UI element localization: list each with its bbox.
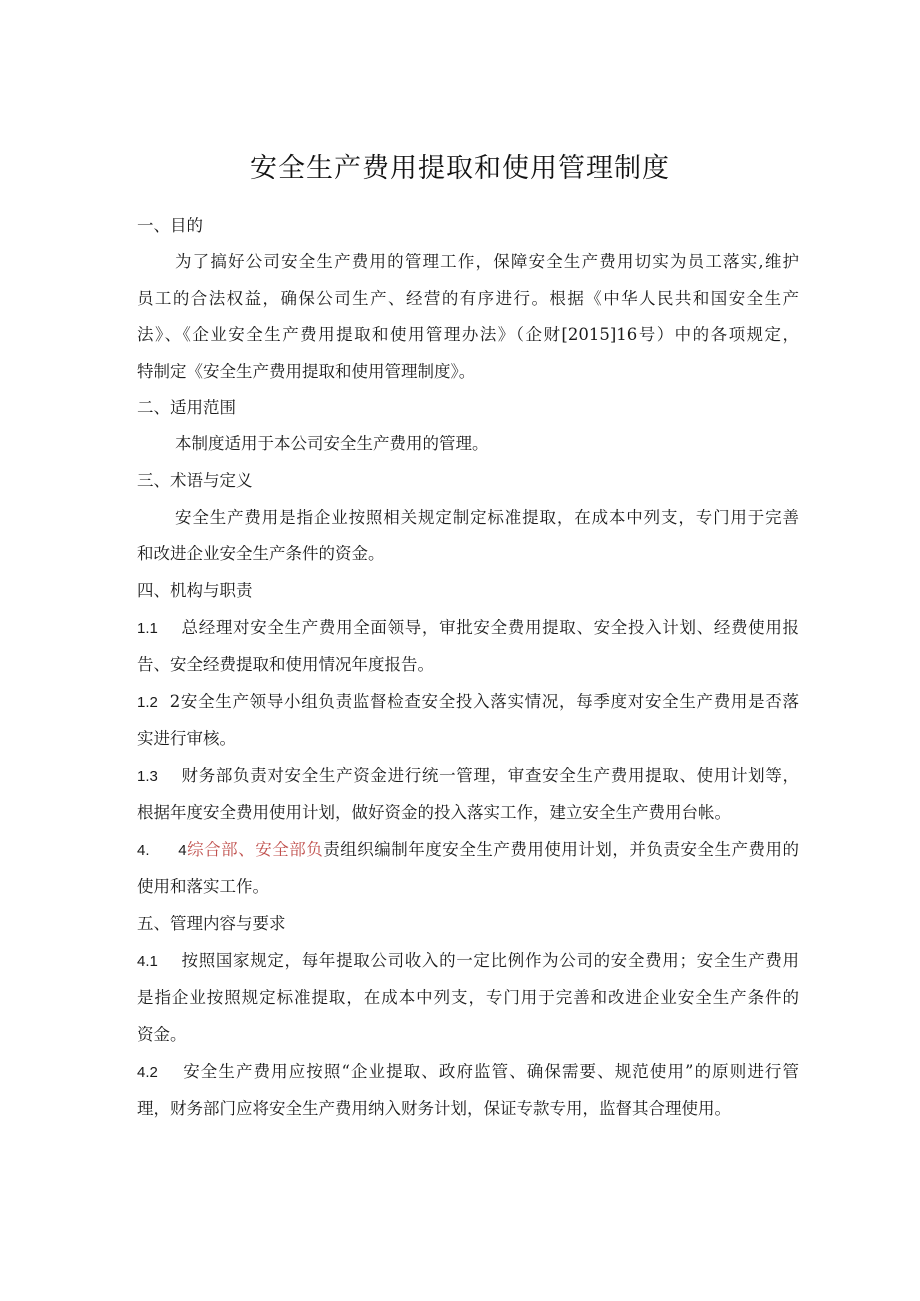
list-item-line <box>137 765 799 788</box>
highlighted-text: 综合部、安全部负 <box>186 840 324 859</box>
list-item-line <box>137 839 799 862</box>
section-heading-requirements: 五、管理内容与要求 <box>137 914 286 933</box>
item-number: 4. <box>137 842 150 859</box>
paragraph-line: 和改进企业安全生产条件的资金。 <box>137 544 385 563</box>
list-item-line: 使用和落实工作。 <box>137 877 269 896</box>
list-item-line: 是指企业按照规定标准提取，在成本中列支，专门用于完善和改进企业安全生产条件的 <box>137 988 799 1007</box>
paragraph-line: 法》、《企业安全生产费用提取和使用管理办法》（企财[2015]16号）中的各项规定， <box>137 325 799 344</box>
document-title: 安全生产费用提取和使用管理制度 <box>250 153 670 184</box>
list-item-line: 资金。 <box>137 1025 187 1044</box>
item-prefix: 4 <box>178 842 187 859</box>
paragraph-line: 本制度适用于本公司安全生产费用的管理。 <box>175 434 489 453</box>
item-number: 1.1 <box>137 620 158 637</box>
item-text: 责组织编制年度安全生产费用使用计划，并负责安全生产费用的 <box>323 840 800 859</box>
list-item-line: 实进行审核。 <box>137 729 236 748</box>
item-number: 4.1 <box>137 953 158 970</box>
paragraph-line: 特制定《安全生产费用提取和使用管理制度》。 <box>137 362 476 381</box>
list-item-line: 根据年度安全费用使用计划，做好资金的投入落实工作，建立安全生产费用台帐。 <box>137 803 731 822</box>
list-item-line <box>137 950 799 973</box>
item-text: 财务部负责对安全生产资金进行统一管理，审查安全生产费用提取、使用计划等， <box>181 766 800 785</box>
paragraph-line: 员工的合法权益，确保公司生产、经营的有序进行。根据《中华人民共和国安全生产 <box>137 289 799 308</box>
section-heading-purpose: 一、目的 <box>137 216 203 235</box>
list-item-line: 告、安全经费提取和使用情况年度报告。 <box>137 655 434 674</box>
item-text: 按照国家规定，每年提取公司收入的一定比例作为公司的安全费用；安全生产费用 <box>181 951 800 970</box>
item-number: 4.2 <box>137 1064 158 1081</box>
list-item-line <box>137 617 799 640</box>
list-item-line <box>137 1061 799 1084</box>
paragraph-line: 安全生产费用是指企业按照相关规定制定标准提取，在成本中列支，专门用于完善 <box>175 508 799 527</box>
item-number: 1.3 <box>137 768 158 785</box>
item-text: 总经理对安全生产费用全面领导，审批安全费用提取、安全投入计划、经费使用报 <box>181 618 800 637</box>
section-heading-scope: 二、适用范围 <box>137 398 236 417</box>
paragraph-line: 为了搞好公司安全生产费用的管理工作，保障安全生产费用切实为员工落实,维护 <box>175 252 799 271</box>
section-heading-roles: 四、机构与职责 <box>137 581 253 600</box>
item-text: 安全生产费用应按照“企业提取、政府监管、确保需要、规范使用”的原则进行管 <box>183 1062 800 1081</box>
list-item-line <box>137 691 799 714</box>
item-text: 2安全生产领导小组负责监督检查安全投入落实情况，每季度对安全生产费用是否落 <box>169 692 799 711</box>
item-number: 1.2 <box>137 694 158 711</box>
section-heading-terms: 三、术语与定义 <box>137 471 253 490</box>
list-item-line: 理，财务部门应将安全生产费用纳入财务计划，保证专款专用，监督其合理使用。 <box>137 1099 731 1118</box>
